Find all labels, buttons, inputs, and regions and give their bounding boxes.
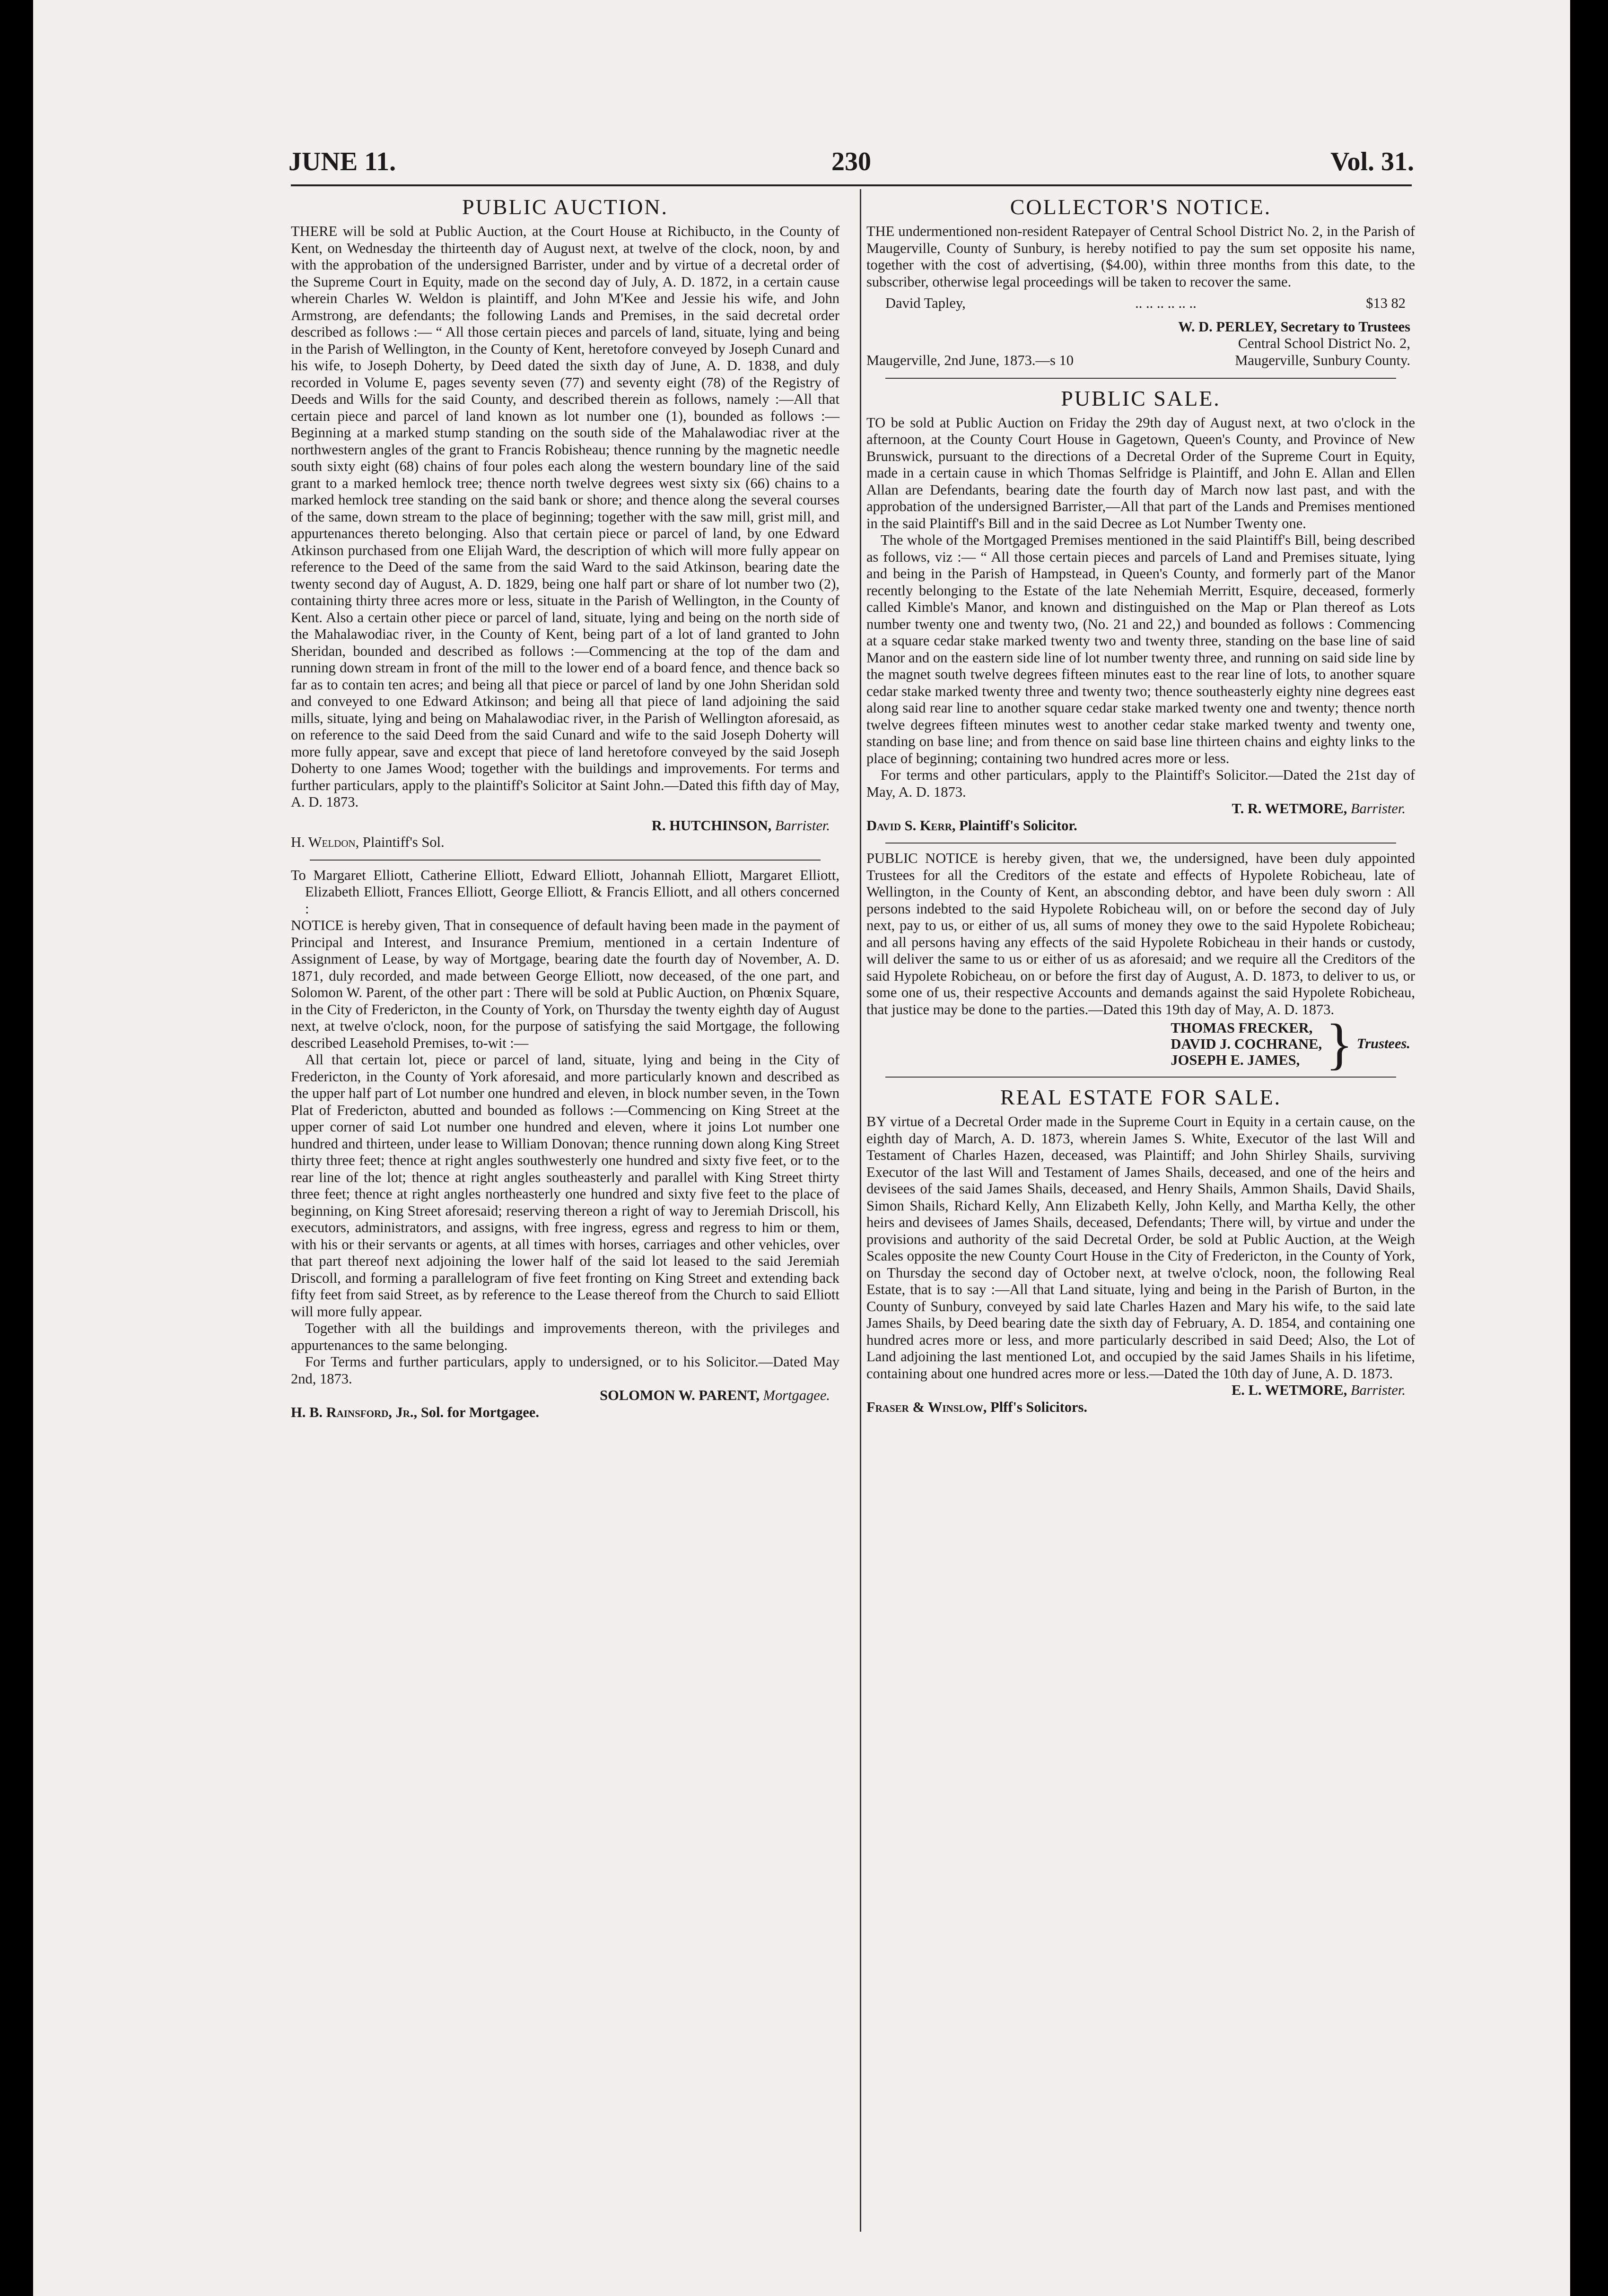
solicitor-name: David S. Kerr, [866, 817, 956, 834]
ratepayer-row [866, 295, 1415, 312]
notice-body: BY virtue of a Decretal Order made in the Supreme Court in Equity in a certain cause, on the eighth day of March, A. D. 1873, wherein James S. White, Executor of the last Will and Testament of Charles Hazen, deceased, was Plaintiff; and John Shirley Shails, surviving Executor of the last Will and Testament of James Shails, deceased, and one of the heirs and devisees of the said James Shails, deceased, and Henry Shails, Ammon Shails, David Shails, Simon Shails, Richard Kelly, Ann Elizabeth Kelly, John Kelly, and Martha Kelly, the other heirs and devisees of James Shails, deceased, Defendants; There will, by virtue and under the provisions and authority of the said Decretal Order, be sold at Public Auction, at the Weigh Scales opposite the new County Court House in the City of Fredericton, in the County of York, on Thursday the second day of October next, at twelve o'clock, noon, the following Real Estate, that is to say :—All that Land situate, lying and being in the Parish of Burton, in the County of Sunbury, conveyed by said late Charles Hazen and Mary his wife, to the said late James Shails, by Deed bearing date the sixth day of February, A. D. 1854, and containing one hundred acres more or less, and more particularly described in said Deed; Also, the Lot of Land adjoining the last mentioned Lot, and occupied by the said James Shails in his lifetime, containing about one hundred acres more or less.—Dated the 10th day of June, A. D. 1873. [866, 1113, 1415, 1382]
notice-body: THERE will be sold at Public Auction, at the Court House at Richibucto, in the County of Kent, on Wednesday the thirteenth day of August next, at twelve of the clock, noon, by and with the approbation of the undersigned Barrister, under and by virtue of a decretal order of the Supreme Court in Equity, made on the second day of July, A. D. 1872, in a certain cause wherein Charles W. Weldon is plaintiff, and John M'Kee and Jessie his wife, and John Armstrong, are defendants; the following Lands and Premises, in the said decretal order described as follows :— “ All those certain pieces and parcels of land, situate, lying and being in the Parish of Wellington, in the County of Kent, heretofore conveyed by Joseph Cunard and his wife, to Joseph Doherty, by Deed dated the sixth day of June, A. D. 1838, and duly recorded in Volume E, pages seventy seven (77) and seventy eight (78) of the Registry of Deeds and Wills for the said County, and described therein as follows, namely :—All that certain piece and parcel of land known as lot number one (1), bounded as follows :—Beginning at a marked stump standing on the south side of the Mahalawodiac river at the northwestern angles of the grant to Francis Robisheau; thence running by the magnetic needle south sixty eight (68) chains of four poles each along the western boundary line of the said grant to a marked hemlock tree; thence north twelve degrees west sixty six (66) chains to a marked hemlock tree standing on the said bank or shore; and thence along the several courses of the same, down stream to the place of beginning; together with the saw mill, grist mill, and appurtenances thereto belonging. Also that certain piece or parcel of land, by one Edward Atkinson purchased from one Elijah Ward, the description of which will more fully appear on reference to the Deed of the same from the said Ward to the said Atkinson, bearing date the twenty second day of August, A. D. 1829, being one half part or share of lot number two (2), containing thirty three acres more or less, situate in the Parish of Wellington, in the County of Kent. Also a certain other piece or parcel of land, situate, lying and being on the north side of the Mahalawodiac river, in the County of Kent, being part of a lot of land granted to John Sheridan, bounded and described as follows :—Commencing at the top of the dam and running down stream in front of the mill to the lower end of a board fence, and thence back so far as to contain ten acres; and being all that piece or parcel of land by one John Sheridan sold and conveyed to one Edward Atkinson; and being all that piece of land adjoining the said mills, situate, lying and being on Mahalawodiac river, in the Parish of Wellington aforesaid, as on reference to the said Deed from the said Cunard and wife to the said Joseph Doherty will more fully appear, save and except that piece of land heretofore conveyed by the said Joseph Doherty to one James Wood; together with the buildings and improvements. For terms and further particulars, apply to the plaintiff's Solicitor at Saint John.—Dated this fifth day of May, A. D. 1873. [291, 223, 839, 810]
page-header [288, 137, 1414, 189]
notice-separator [885, 1077, 1396, 1078]
solicitor-role: Plff's Solicitors. [990, 1399, 1088, 1415]
signer-role: Mortgagee. [763, 1387, 830, 1403]
dated-line: Maugerville, 2nd June, 1873.—s 10 [866, 352, 1074, 368]
column-divider [860, 189, 861, 2232]
solicitor-role: Sol. for Mortgagee. [420, 1404, 539, 1420]
amount-due: $13 82 [1366, 295, 1406, 311]
trustee-notice [866, 850, 1415, 1075]
signer-name: W. D. PERLEY, Secretary to Trustees [1178, 318, 1410, 335]
signer-place: Maugerville, Sunbury County. [1235, 352, 1410, 368]
trustee-names [1171, 1020, 1322, 1068]
solicitor-line [866, 818, 1415, 835]
notice-separator [885, 378, 1396, 379]
notice-body: THE undermentioned non-resident Ratepayer of Central School District No. 2, in the Parish of Maugerville, County of Sunbury, is hereby notified to pay the sum set opposite his name, together with the cost of advertising, ($4.00), within three months from this date, to the subscriber, otherwise legal proceedings will be taken to recover the same. [866, 223, 1415, 290]
trustees-label: Trustees. [1356, 1035, 1410, 1052]
solicitor-name: Fraser & Winslow, [866, 1399, 987, 1415]
notice-title: PUBLIC SALE. [1061, 386, 1221, 410]
notice-addressee: To Margaret Elliott, Catherine Elliott, Edward Elliott, Johannah Elliott, Margaret Elliott, Elizabeth Elliott, Frances Elliott, George Elliott, & Francis Elliott, and all others concerned : [291, 867, 839, 917]
solicitor-role: Plaintiff's Solicitor. [959, 817, 1077, 834]
trustee-name: JOSEPH E. JAMES, [1171, 1052, 1300, 1068]
notice-body: TO be sold at Public Auction on Friday the 29th day of August next, at two o'clock in the afternoon, at the County Court House in Gagetown, Queen's County, and Province of New Brunswick, pursuant to the directions of a Decretal Order of the Supreme Court in Equity, made in a certain cause in which Thomas Selfridge is Plaintiff, and John E. Allan and Ellen Allan are Defendants, bearing date the fourth day of March now last past, and with the approbation of the undersigned Barrister,—All that part of the Lands and Premises mentioned in the said Plaintiff's Bill and in the said Decree as Lot Number Twenty one. [866, 414, 1415, 531]
signer-name: T. R. WETMORE, [1232, 800, 1347, 817]
notice-title: COLLECTOR'S NOTICE. [1010, 195, 1272, 219]
signer-role: Barrister. [775, 817, 830, 834]
notice-body: All that certain lot, piece or parcel of land, situate, lying and being in the City of Fredericton, in the County of York aforesaid, and more particularly known and described as the upper half part of Lot number one hundred and eleven, in block number seven, in the Town Plat of Fredericton, abutted and bounded as follows :—Commencing on King Street at the upper corner of said Lot number one hundred and eleven, where it joins Lot number one hundred and thirteen, under lease to William Donovan; thence running down along King Street thirty three feet; thence at right angles southwesterly one hundred and sixty five feet, or to the rear line of the lot; thence at right angles southeasterly and parallel with King Street thirty three feet; thence at right angles northeasterly one hundred and sixty five feet to the place of beginning, on King Street aforesaid; reserving thereon a right of way to Jeremiah Driscoll, his executors, administrators, and assigns, with free ingress, egress and regress to him or them, with his or their servants or agents, at all times with horses, carriages and other vehicles, over that part thereof next adjoining the lower half of the said lot leased to the said Jeremiah Driscoll, and forming a parallelogram of five feet fronting on King Street and extending back fifty feet from said Street, as by reference to the Lease thereof from the Church to said Elliott will more fully appear. [291, 1052, 839, 1320]
public-auction-notice [291, 194, 839, 851]
signature-line [291, 818, 839, 835]
signature-line [291, 1387, 839, 1404]
notice-body: NOTICE is hereby given, That in consequence of default having been made in the payment of Principal and Interest, and Insurance Premium, mentioned in a certain Indenture of Assignment of Lease, by way of Mortgage, bearing date the fourth day of November, A. D. 1871, duly recorded, and made between George Elliott, now deceased, of the one part, and Solomon W. Parent, of the other part : There will be sold at Public Auction, on Phœnix Square, in the City of Fredericton, in the County of York, on Thursday the twenty eighth day of August next, at twelve o'clock, noon, for the purpose of satisfying the said Mortgage, the following described Leasehold Premises, to-wit :— [291, 917, 839, 1051]
solicitor-name: H. Weldon, [291, 834, 359, 850]
mortgage-sale-notice [291, 867, 839, 1421]
solicitor-name: H. B. Rainsford, Jr., [291, 1404, 418, 1420]
header-rule [291, 184, 1412, 186]
solicitor-role: Plaintiff's Sol. [362, 834, 445, 850]
left-column [291, 194, 839, 1421]
solicitor-line [291, 834, 839, 851]
public-sale-notice [866, 385, 1415, 835]
trustee-signatures [866, 1012, 1415, 1075]
volume-number: Vol. 31. [1330, 147, 1414, 176]
signer-district: Central School District No. 2, [1238, 335, 1410, 351]
notice-body: The whole of the Mortgaged Premises mentioned in the said Plaintiff's Bill, being described as follows, viz :— “ All those certain pieces and parcels of Land and Premises situate, lying and being in the Parish of Hampstead, in Queen's County, and formerly part of the Manor recently belonging to the Estate of the late Nehemiah Merritt, Esquire, deceased, formerly called Kimble's Manor, and known and distinguished on the Map or Plan thereof as Lots number twenty one and twenty two, (No. 21 and 22,) and bounded as follows : Commencing at a square cedar stake marked twenty two and twenty three, standing on the base line of said Manor and on the eastern side line of lot number twenty three, and running on said side line by the magnet south twelve degrees fifteen minutes east to the rear line of lots, to another square cedar stake marked twenty three and twenty two; thence southeasterly eighty nine degrees east along said rear line to another square cedar stake marked twenty one and twenty; thence north twelve degrees fifteen minutes west to another cedar stake marked twenty and twenty one, standing on base line; and from thence on said base line thirteen chains and eighty links to the place of beginning; containing two hundred acres more or less. [866, 532, 1415, 766]
notice-separator [885, 843, 1396, 844]
notice-title: REAL ESTATE FOR SALE. [1000, 1085, 1282, 1109]
solicitor-line [866, 1399, 1415, 1416]
notice-separator [310, 860, 821, 861]
notice-body: Together with all the buildings and improvements thereon, with the privileges and appurtenances to the same belonging. [291, 1320, 839, 1353]
signer-name: SOLOMON W. PARENT, [600, 1387, 760, 1403]
signer-role: Barrister. [1350, 1382, 1406, 1398]
signer-role: Barrister. [1350, 800, 1406, 817]
solicitor-line [291, 1404, 839, 1421]
notice-body: For terms and other particulars, apply to the Plaintiff's Solicitor.—Dated the 21st day of May, A. D. 1873. [866, 767, 1415, 800]
newspaper-page [33, 0, 1570, 2296]
signer-name: E. L. WETMORE, [1231, 1382, 1347, 1398]
trustee-name: THOMAS FRECKER, [1171, 1020, 1313, 1036]
dot-leaders: .. .. .. .. .. .. [1135, 295, 1197, 311]
brace-symbol: } [1326, 1012, 1353, 1075]
notice-body: For Terms and further particulars, apply to undersigned, or to his Solicitor.—Dated May 2nd, 1873. [291, 1354, 839, 1387]
notice-title: PUBLIC AUCTION. [462, 195, 669, 219]
real-estate-notice [866, 1084, 1415, 1416]
issue-date: JUNE 11. [288, 147, 396, 176]
signature-line [866, 800, 1415, 818]
trustee-name: DAVID J. COCHRANE, [1171, 1036, 1322, 1052]
signer-name: R. HUTCHINSON, [651, 817, 772, 834]
right-column [866, 194, 1415, 1416]
page-number: 230 [831, 147, 871, 176]
signature-line [866, 1382, 1415, 1399]
collectors-notice [866, 194, 1415, 369]
ratepayer-name: David Tapley, [885, 295, 966, 311]
notice-body: PUBLIC NOTICE is hereby given, that we, the undersigned, have been duly appointed Trustees for all the Creditors of the estate and effects of Hypolete Robicheau, late of Wellington, in the County of Kent, an absconding debtor, and have been duly sworn : All persons indebted to the said Hypolete Robicheau will, on or before the second day of July next, pay to us, or either of us, all sums of money they owe to the said Hypolete Robicheau; and all persons having any effects of the said Hypolete Robicheau in their hands or custody, will deliver the same to us or either of us as aforesaid; and we require all the Creditors of the said Hypolete Robicheau, on or before the first day of August, A. D. 1873, to deliver to us, or some one of us, their respective Accounts and demands against the said Hypolete Robicheau, that justice may be done to the parties.—Dated this 19th day of May, A. D. 1873. [866, 850, 1415, 1018]
